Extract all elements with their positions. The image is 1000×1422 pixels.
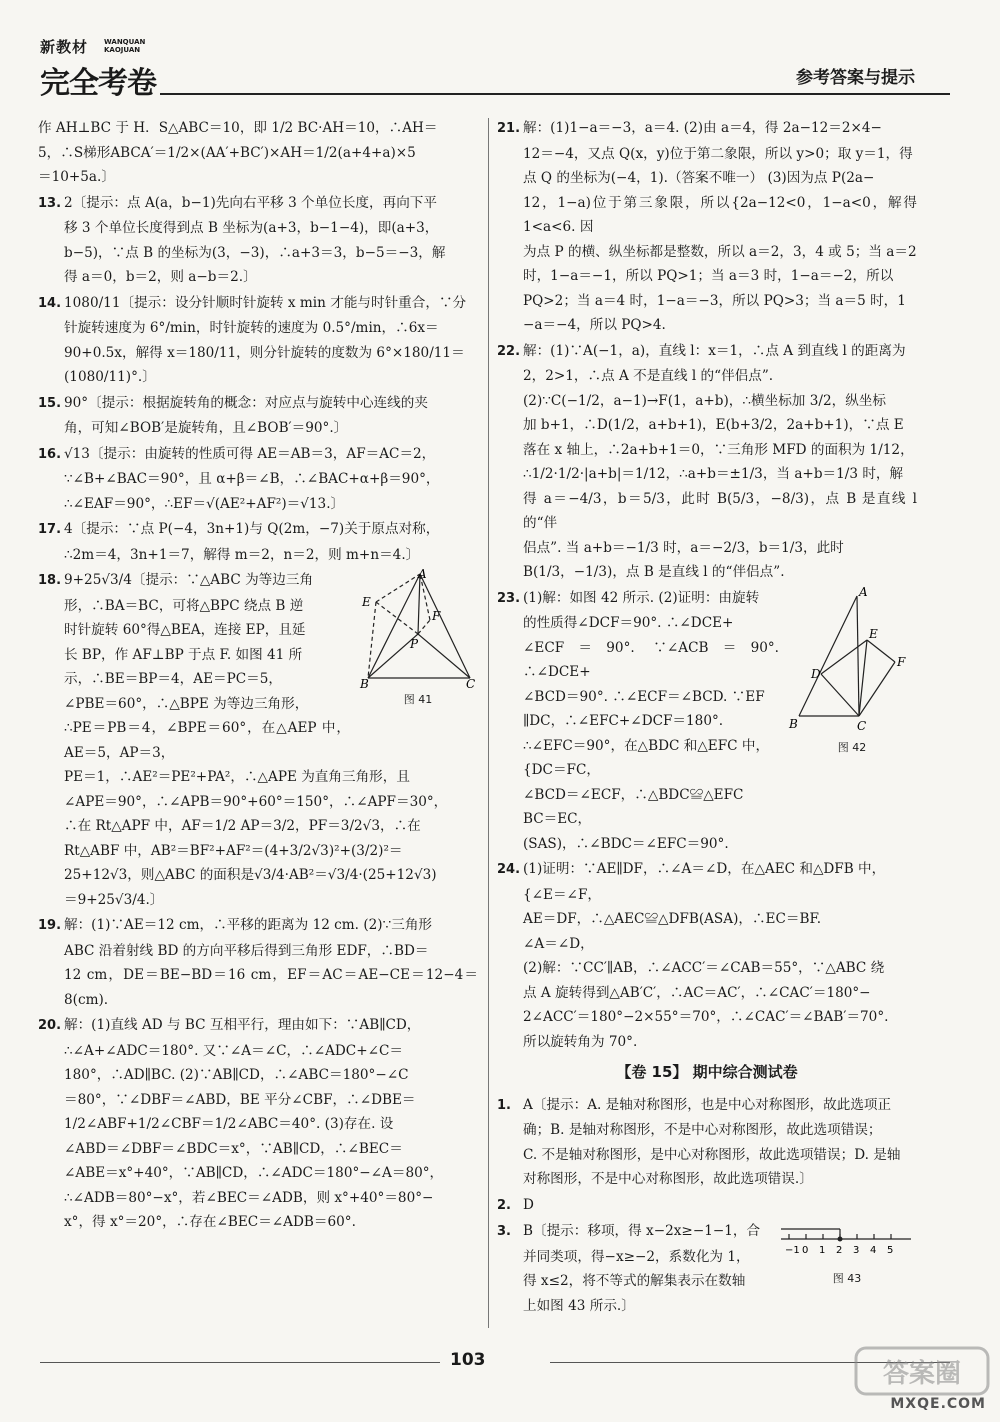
answer-line: 点 A 旋转得到△AB′C′，∴AC＝AC′，∴∠CAC′＝180°− — [523, 984, 871, 1001]
answer-text: √13〔提示：由旋转的性质可得 AE＝AB＝3，AF＝AC＝2， — [64, 445, 436, 462]
answer-line: ∴PE＝PB＝4，∠BPE＝60°，在△AEP 中，AE＝5，AP＝3， — [64, 720, 350, 761]
answer-item — [38, 291, 478, 390]
answer-line: 1/2∠ABF+1/2∠CBF＝1/2∠ABC＝40°. (3)存在. 设 — [64, 1116, 394, 1132]
answer-item — [497, 1093, 917, 1192]
answer-line: 落在 x 轴上，∴2a+b+1＝0，∵三角形 MFD 的面积为 1/12， — [523, 441, 914, 458]
answer-line: ∴1/2·1/2·|a+b|＝1/12，∴a+b＝±1/3，当 a+b＝1/3 时，解 — [523, 466, 904, 482]
answer-line: ∴∠ADB＝80°−x°，若∠BEC＝∠ADB，则 x°+40°＝80°− — [64, 1189, 434, 1206]
answer-line: 形，∴BA＝BC，可将△BPC 绕点 B 逆 — [64, 597, 304, 614]
answer-item — [38, 913, 478, 1012]
answer-item — [38, 1013, 478, 1235]
item-number: 13. — [38, 195, 62, 211]
item-number: 2. — [497, 1197, 511, 1213]
answer-line: 对称图形，不是中心对称图形，故此选项错误.〕 — [523, 1171, 813, 1187]
answer-line: 90+0.5x，解得 x＝180/11，则分针旋转的度数为 6°×180/11＝ — [64, 344, 465, 361]
answer-line: 得 a＝0，b＝2，则 a−b＝2.〕 — [64, 269, 257, 285]
answer-line: ∠ABE＝x°+40°，∵AB∥CD，∴∠ADC＝180°−∠A＝80°， — [64, 1165, 444, 1181]
point-f-label: F — [432, 609, 441, 623]
point-d-label: D — [811, 666, 821, 681]
footer-rule-left — [40, 1362, 440, 1363]
answer-line — [497, 116, 917, 142]
answer-line: 并同类项，得−x≥−2，系数化为 1， — [523, 1248, 750, 1265]
brand-pinyin-2: KAOJUAN — [104, 46, 141, 54]
answer-line: b−5)，∵点 B 的坐标为(3，−3)，∴a+3＝3，b−5＝−3，解 — [64, 244, 446, 261]
left-column — [38, 116, 478, 1236]
answer-line — [38, 391, 478, 417]
answer-line: ∠APE＝90°，∴∠APB＝90°+60°＝150°，∴∠APF＝30°， — [64, 793, 448, 810]
answer-line — [38, 1013, 478, 1039]
answer-line: ∵∠B+∠BAC＝90°，且 α+β＝∠B，∴∠BAC+α+β＝90°， — [64, 471, 440, 487]
axis-tick-label: 0 — [802, 1245, 809, 1256]
answer-item — [497, 857, 917, 1054]
answer-line: Rt△ABF 中，AB²＝BF²+AF²＝(4+3/2√3)²+(3/2)²＝ — [64, 842, 403, 859]
answer-line: (1080/11)°.〕 — [64, 369, 156, 385]
answer-line: (SAS)，∴∠BDC＝∠EFC＝90°. — [523, 835, 729, 852]
item-number: 21. — [497, 121, 521, 136]
fig41-caption: 图 41 — [403, 693, 433, 706]
point-e-label: E — [869, 626, 878, 641]
fig42-caption: 图 42 — [837, 740, 867, 754]
answer-line — [38, 116, 478, 141]
answer-line — [38, 291, 478, 317]
item-number: 15. — [38, 395, 62, 411]
answer-line: ∠PBE＝60°，∴△BPE 为等边三角形， — [64, 695, 309, 712]
item-number: 17. — [38, 522, 62, 537]
answer-line: ∠ABD＝∠DBF＝∠BDC＝x°，∵AB∥CD，∴∠BEC＝ — [64, 1140, 403, 1157]
point-b-label: B — [360, 677, 369, 688]
answer-line: 12＝−4，又点 Q(x，y)位于第二象限，所以 y>0；取 y＝1，得 — [523, 145, 913, 162]
solution-endpoint — [838, 1237, 843, 1242]
answer-line: ＝80°，∵∠DBF＝∠ABD，BE 平分∠CBF，∴∠DBE＝ — [64, 1091, 416, 1108]
answer-line — [497, 857, 917, 883]
answer-item — [497, 116, 917, 338]
item-number: 23. — [497, 590, 521, 606]
answer-line: 12，1−a)位于第三象限，所以{2a−12<0，1−a<0，解得 1<a<6. 因 — [523, 194, 917, 235]
answer-line: PE＝1，∴AE²＝PE²+PA²，∴△APE 为直角三角形，且 — [64, 769, 410, 785]
answer-line: −a＝−4，所以 PQ>4. — [523, 317, 666, 333]
answer-item — [497, 1193, 917, 1219]
answer-text: 解：(1)∵A(−1，a)，直线 l：x＝1，∴点 A 到直线 l 的距离为 — [523, 342, 906, 359]
answer-text: 解：(1)直线 AD 与 BC 互相平行，理由如下：∵AB∥CD， — [64, 1017, 421, 1033]
answer-line — [38, 517, 478, 543]
point-p-label: P — [410, 637, 419, 651]
answer-line: ∴∠A+∠ADC＝180°. 又∵∠A＝∠C，∴∠ADC+∠C＝ — [64, 1042, 403, 1059]
answer-line: 点 Q 的坐标为(−4，1).（答案不唯一） (3)因为点 P(2a− — [523, 170, 875, 186]
answer-line: 确；B. 是轴对称图形，不是中心对称图形，故此选项错误； — [523, 1122, 882, 1138]
answer-line: 5，∴S梯形ABCA′＝1/2×(AA′+BC′)×AH＝1/2(a+4+a)×5 — [38, 144, 416, 161]
point-f-label: F — [897, 654, 906, 669]
answer-line — [497, 1093, 917, 1119]
item-number: 22. — [497, 343, 521, 359]
page-number: 103 — [450, 1350, 486, 1370]
point-e-label: E — [362, 595, 371, 609]
axis-tick-label: 2 — [836, 1245, 843, 1256]
answer-line: 12 cm，DE＝BE−BD＝16 cm，EF＝AC＝AE−CE＝12−4＝8(cm). — [64, 967, 478, 1008]
answer-line: AE＝DF，∴△AEC≌△DFB(ASA)，∴EC＝BF. — [523, 911, 822, 927]
point-a-label: A — [859, 585, 868, 599]
answer-line: 的性质得∠DCF＝90°. ∴∠DCE+ — [523, 615, 734, 631]
answer-line: ∠A＝∠D， — [523, 935, 594, 952]
answer-text: 9+25√3/4〔提示：∵△ABC 为等边三角 — [64, 572, 314, 588]
answer-line: PQ>2；当 a＝4 时，1−a＝−3，所以 PQ>3；当 a＝5 时，1 — [523, 292, 906, 309]
axis-tick-label: 3 — [853, 1245, 860, 1256]
answer-text: B〔提示：移项，得 x−2x≥−1−1，合 — [523, 1223, 761, 1239]
item-number: 1. — [497, 1097, 511, 1113]
point-a-label: A — [418, 568, 427, 581]
answer-line: ∴2m＝4，3n+1＝7，解得 m＝2，n＝2，则 m+n＝4.〕 — [64, 546, 420, 563]
answer-line — [38, 191, 478, 217]
answer-line: x°，得 x°＝20°，∴存在∠BEC＝∠ADB＝60°. — [64, 1214, 356, 1230]
item-number: 3. — [497, 1224, 511, 1239]
brand-logo: 完全考卷 — [40, 66, 156, 101]
answer-line: 2，2>1，∴点 A 不是直线 l 的“伴侣点”. — [523, 368, 774, 384]
answer-line: ∠BCD＝90°. ∴∠ECF＝∠BCD. ∵EF — [523, 688, 765, 705]
answer-line: 时，1−a＝−1，所以 PQ>1；当 a＝3 时，1−a＝−2，所以 — [523, 268, 894, 284]
axis-tick-label: 5 — [887, 1245, 894, 1256]
answer-line: ∴∠EFC＝90°，在△BDC 和△EFC 中， — [523, 737, 770, 754]
axis-tick-label: 4 — [870, 1245, 877, 1256]
answer-line: (2)∵C(−1/2，a−1)→F(1，a+b)，∴横坐标加 3/2，纵坐标 — [523, 392, 886, 409]
answer-item — [38, 442, 478, 517]
answer-line: 180°，∴AD∥BC. (2)∵AB∥CD，∴∠ABC＝180°−∠C — [64, 1067, 409, 1083]
answer-line: ∠ECF＝90°. ∵∠ACB＝90°. ∴∠DCE+ — [523, 639, 779, 680]
fig43-caption: 图 43 — [832, 1272, 862, 1285]
right-column — [497, 116, 917, 1319]
answer-line: 侣点”. 当 a+b＝−1/3 时，a＝−2/3，b＝1/3，此时 — [523, 539, 844, 556]
answer-item — [497, 586, 917, 857]
answer-text: 解：(1)1−a＝−3，a＝4. (2)由 a＝4，得 2a−12＝2×4− — [523, 120, 882, 136]
answer-text: 4〔提示：∵点 P(−4，3n+1)与 Q(2m，−7)关于原点对称， — [64, 521, 440, 537]
answer-line: 2∠ACC′＝180°−2×55°＝70°，∴∠CAC′＝∠BAB′＝70°. — [523, 1009, 889, 1025]
fig43-figure — [777, 1219, 917, 1292]
answer-item — [38, 568, 478, 912]
answer-item — [497, 339, 917, 585]
point-c-label: C — [466, 677, 476, 688]
answer-line: ∥DC，∴∠EFC+∠DCF＝180°. — [523, 713, 724, 729]
header-rule — [160, 93, 950, 95]
answer-item — [38, 391, 478, 441]
answer-line: C. 不是轴对称图形，是中心对称图形，故此选项错误；D. 是轴 — [523, 1146, 901, 1163]
answer-line: ＝10+5a.〕 — [38, 169, 115, 185]
answer-text: (1)证明：∵AE∥DF，∴∠A＝∠D，在△AEC 和△DFB 中， — [523, 861, 886, 877]
section-title: 参考答案与提示 — [796, 68, 915, 88]
fig42-figure — [787, 586, 917, 761]
answer-item — [38, 517, 478, 567]
answer-line — [38, 913, 478, 939]
point-b-label: B — [789, 716, 798, 731]
axis-tick-label: 1 — [819, 1245, 826, 1256]
answer-line: ∠BCD＝∠ECF，∴△BDC≌△EFC — [523, 786, 744, 803]
answer-line: 上如图 43 所示.〕 — [523, 1297, 635, 1314]
answer-text: A〔提示：A. 是轴对称图形，也是中心对称图形，故此选项正 — [523, 1096, 892, 1113]
answer-line — [38, 442, 478, 468]
answer-line: 加 b+1，∴D(1/2，a+b+1)，E(b+3/2，2a+b+1)，∵点 E — [523, 417, 904, 433]
answer-line: ＝9+25√3/4.〕 — [64, 891, 164, 908]
answer-line: {∠E＝∠F， — [523, 886, 601, 903]
item-number: 14. — [38, 295, 62, 311]
answer-line: 示，∴BE＝BP＝4，AE＝PC＝5， — [64, 671, 282, 687]
answer-line: 角，可知∠BOB′是旋转角，且∠BOB′＝90°.〕 — [64, 420, 348, 436]
page-footer — [40, 1352, 960, 1382]
answer-line: BC＝EC， — [523, 811, 592, 827]
watermark-text: MXQE.COM — [890, 1396, 986, 1412]
answer-line: 为点 P 的横、纵坐标都是整数，所以 a＝2，3，4 或 5；当 a＝2 — [523, 243, 917, 260]
answer-line: 移 3 个单位长度得到点 B 坐标为(a+3，b−1−4)，即(a+3， — [64, 220, 439, 236]
answer-line: 得 a＝−4/3，b＝5/3，此时 B(5/3，−8/3)，点 B 是直线 l 的“伴 — [523, 490, 917, 531]
answer-line — [497, 1193, 917, 1219]
answer-text: 1080/11〔提示：设分针顺时针旋转 x min 才能与时针重合，∵分 — [64, 294, 467, 311]
brand-top: 新教材 — [40, 38, 89, 56]
svg-text:答案圈: 答案圈 — [882, 1359, 962, 1389]
answer-item — [497, 1219, 917, 1318]
brand-pinyin-1: WANQUAN — [104, 38, 146, 46]
answer-item — [38, 116, 478, 190]
item-number: 24. — [497, 862, 521, 877]
axis-tick-label: −1 — [785, 1245, 800, 1256]
answer-line: 25+12√3，则△ABC 的面积是√3/4·AB²＝√3/4·(25+12√3) — [64, 867, 437, 883]
answer-item — [38, 191, 478, 290]
answer-line: (2)解：∵CC′∥AB，∴∠ACC′＝∠CAB＝55°，∵△ABC 绕 — [523, 960, 885, 976]
item-number: 19. — [38, 918, 62, 933]
answer-line: ∴∠EAF＝90°，∴EF＝√(AE²+AF²)＝√13.〕 — [64, 495, 345, 512]
page-header — [40, 36, 960, 106]
answer-line: 时针旋转 60°得△BEA，连接 EP，且延 — [64, 622, 306, 638]
answer-line: 长 BP，作 AF⊥BP 于点 F. 如图 41 所 — [64, 646, 303, 663]
fig41-figure — [358, 568, 478, 713]
answer-text: D — [523, 1196, 534, 1213]
point-c-label: C — [857, 718, 867, 733]
answer-line: 所以旋转角为 70°. — [523, 1033, 638, 1050]
answer-text: 90°〔提示：根据旋转角的概念：对应点与旋转中心连线的夹 — [64, 394, 428, 411]
item-number: 18. — [38, 573, 62, 588]
answer-line: {DC＝FC， — [523, 762, 600, 778]
answer-line: 得 x≤2，将不等式的解集表示在数轴 — [523, 1273, 746, 1289]
answer-text: 作 AH⊥BC 于 H．S△ABC＝10，即 1/2 BC·AH＝10，∴AH＝ — [38, 120, 438, 136]
answer-text: 2〔提示：点 A(a，b−1)先向右平移 3 个单位长度，再向下平 — [64, 194, 437, 211]
answer-line: ABC 沿着射线 BD 的方向平移后得到三角形 EDF，∴BD＝ — [64, 942, 429, 959]
answer-text: 解：(1)∵AE＝12 cm，∴平移的距离为 12 cm. (2)∵三角形 — [64, 917, 433, 933]
answer-line — [497, 339, 917, 365]
item-number: 20. — [38, 1018, 62, 1033]
exam-heading: 【卷 15】 期中综合测试卷 — [616, 1063, 798, 1081]
answer-line: 针旋转速度为 6°/min，时针旋转的速度为 0.5°/min，∴6x＝ — [64, 320, 439, 336]
answer-line: B(1/3，−1/3)，点 B 是直线 l 的“伴侣点”. — [523, 564, 785, 580]
brand-pinyin — [104, 38, 145, 54]
item-number: 16. — [38, 446, 62, 462]
column-divider — [488, 118, 489, 1328]
answer-text: (1)解：如图 42 所示. (2)证明：由旋转 — [523, 589, 760, 606]
answer-line: ∴在 Rt△APF 中，AF＝1/2 AP＝3/2，PF＝3/2√3，∴在 — [64, 818, 421, 834]
